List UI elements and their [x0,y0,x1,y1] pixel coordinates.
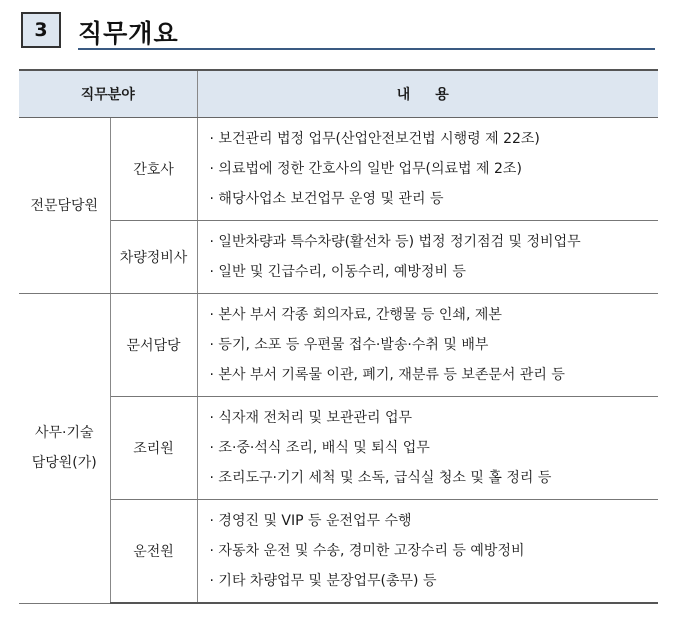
table-row [19,221,658,294]
header-content-label: 내 용 [396,87,459,103]
duties-cell [197,118,658,221]
table-row [19,500,658,604]
section-title: 직무개요 [78,19,179,48]
duty-item: · 본사 부서 각종 회의자료, 간행물 등 인쇄, 제본 [209,307,502,323]
duties-cell [197,500,658,604]
header-field: 직무분야 [19,70,197,118]
duty-item: · 식자재 전처리 및 보관관리 업무 [209,410,413,426]
category-cell [19,294,110,604]
duties-cell [197,221,658,294]
role-cell: 간호사 [110,118,197,221]
duty-item: · 기타 차량업무 및 분장업무(총무) 등 [209,573,437,589]
duty-item: · 일반차량과 특수차량(활선차 등) 법정 정기점검 및 정비업무 [209,234,581,250]
duty-item: · 자동차 운전 및 수송, 경미한 고장수리 등 예방정비 [209,543,525,559]
job-overview-table [19,69,658,604]
header-content [197,70,658,118]
role-cell: 조리원 [110,397,197,500]
category-line: 사무·기술 [34,425,94,442]
role-cell: 차량정비사 [110,221,197,294]
duty-item: · 조리도구·기기 세척 및 소독, 급식실 청소 및 홀 정리 등 [209,470,552,486]
role-cell: 문서담당 [110,294,197,397]
table-header-row [19,70,658,118]
duty-item: · 조·중·석식 조리, 배식 및 퇴식 업무 [209,440,430,456]
category-cell: 전문담당원 [19,118,110,294]
role-cell: 운전원 [110,500,197,604]
table-row [19,294,658,397]
section-number-box: 3 [21,12,61,48]
category-line: 담당원(가) [31,455,97,472]
duty-item: · 해당사업소 보건업무 운영 및 관리 등 [209,191,444,207]
duty-item: · 등기, 소포 등 우편물 접수·발송·수취 및 배부 [209,337,489,353]
duty-item: · 보건관리 법정 업무(산업안전보건법 시행령 제 22조) [209,131,540,147]
duty-item: · 본사 부서 기록물 이관, 폐기, 재분류 등 보존문서 관리 등 [209,367,565,383]
section-header [21,12,655,52]
table-row [19,397,658,500]
duty-item: · 일반 및 긴급수리, 이동수리, 예방정비 등 [209,264,466,280]
duties-cell [197,294,658,397]
duty-item: · 경영진 및 VIP 등 운전업무 수행 [209,513,412,529]
title-underline [78,48,655,50]
duties-cell [197,397,658,500]
duty-item: · 의료법에 정한 간호사의 일반 업무(의료법 제 2조) [209,161,522,177]
table-row [19,118,658,221]
